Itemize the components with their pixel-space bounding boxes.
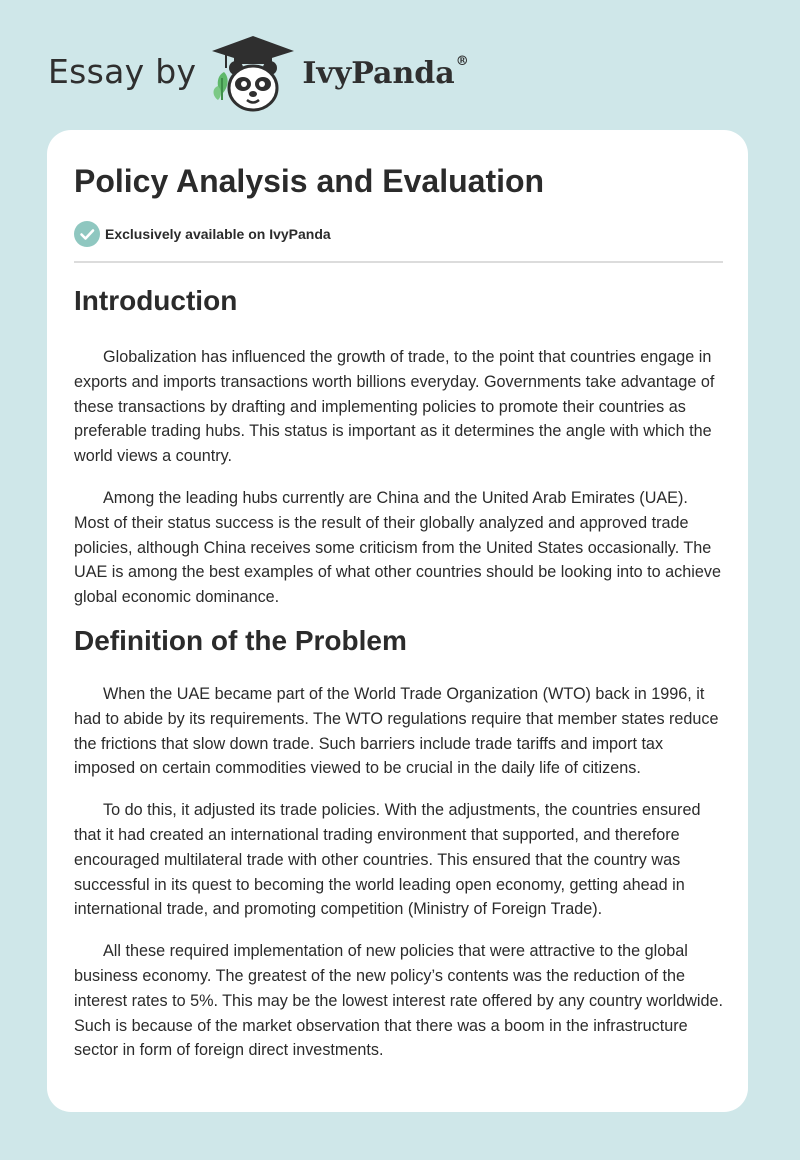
essay-card [47, 130, 748, 1112]
brand-name: IvyPanda® [302, 53, 469, 91]
page-title: Policy Analysis and Evaluation [74, 163, 545, 199]
paragraph: To do this, it adjusted its trade policies. With the adjustments, the countries ensured that it had created an international trading environment that supported, and therefore encouraged multilateral trade with other countries. This ensured that the country was successful in its quest to becoming the world leading open economy, getting ahead in international trade, and promoting competition (Ministry of Foreign Trade). [74, 801, 701, 919]
section-heading-introduction: Introduction [74, 285, 238, 316]
exclusive-badge-text: Exclusively available on IvyPanda [105, 226, 331, 242]
paragraph: Among the leading hubs currently are China and the United Arab Emirates (UAE). Most of their status success is the result of their globally analyzed and approved trade policies, although China receives some criticism from the United States occasionally. The UAE is among the best examples of what other countries should be looking into to achieve global economic dominance. [74, 488, 721, 607]
essay-content [74, 280, 724, 1063]
section-heading-definition-of-the-problem: Definition of the Problem [74, 624, 407, 656]
paragraph: When the UAE became part of the World Trade Organization (WTO) back in 1996, it had to abide by its requirements. The WTO regulations require that member states reduce the frictions that slow down trade. Such barriers include trade tariffs and import tax imposed on certain commodities viewed to be crucial in the daily life of citizens. [74, 684, 719, 778]
title-divider [74, 261, 723, 263]
exclusive-badge [74, 221, 331, 247]
paragraph: All these required implementation of new policies that were attractive to the global business economy. The greatest of the new policy’s contents was the reduction of the interest rates to 5%. This may be the lowest interest rate offered by any country worldwide. Such is because of the market observation that there was a boom in the infrastructure sector in form of foreign direct investments. [74, 942, 724, 1060]
panda-graduate-icon [210, 34, 296, 114]
check-circle-icon [74, 221, 100, 247]
registered-mark: ® [455, 53, 469, 69]
brand-header [48, 34, 469, 114]
brand-prefix: Essay by [48, 51, 197, 91]
paragraph: Globalization has influenced the growth of trade, to the point that countries engage in exports and imports transactions worth billions everyday. Governments take advantage of these transactions by drafting and implementing policies to promote their countries as preferable trading hubs. This status is important as it determines the angle with which the world views a country. [74, 348, 715, 466]
